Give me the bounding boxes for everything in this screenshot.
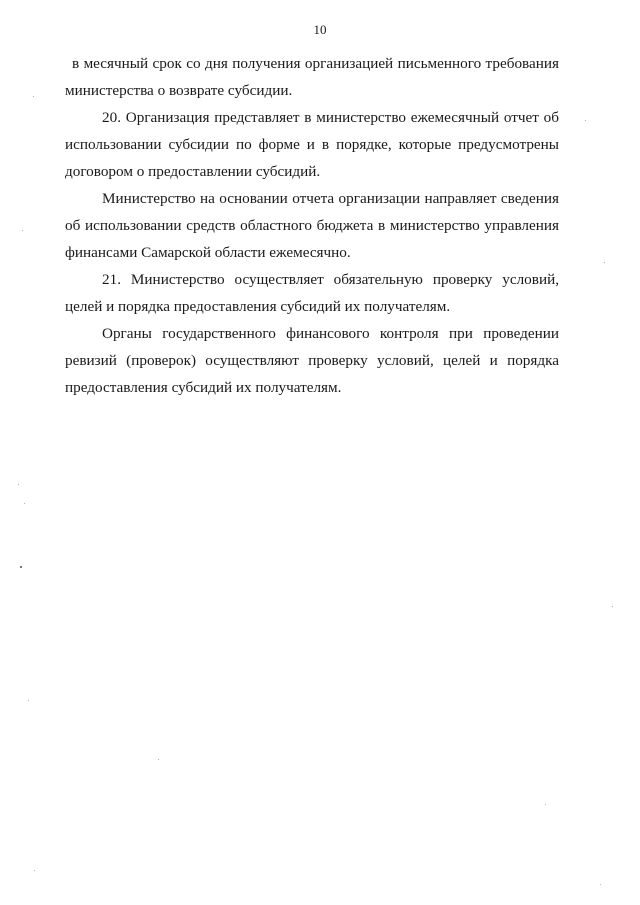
- page-number: 10: [313, 22, 327, 37]
- paragraph-continuation: в месячный срок со дня получения организацией письменного требования министерства о возврате субсидии.: [65, 55, 559, 99]
- paragraph-ministry-report: Министерство на основании отчета организации направляет сведения об использовании средств областного бюджета в министерство управления финансами Самарской области ежемесячно.: [65, 190, 559, 261]
- paragraph-financial-control: Органы государственного финансового контроля при проведении ревизий (проверок) осуществляют проверку условий, целей и порядка предоставления субсидий их получателям.: [65, 325, 559, 396]
- document-body: [65, 50, 559, 401]
- paragraph-clause-20: 20. Организация представляет в министерство ежемесячный отчет об использовании субсидии по форме и в порядке, которые предусмотрены договором о предоставлении субсидий.: [65, 109, 559, 180]
- paragraph-clause-21: 21. Министерство осуществляет обязательную проверку условий, целей и порядка предоставления субсидий их получателям.: [65, 271, 559, 315]
